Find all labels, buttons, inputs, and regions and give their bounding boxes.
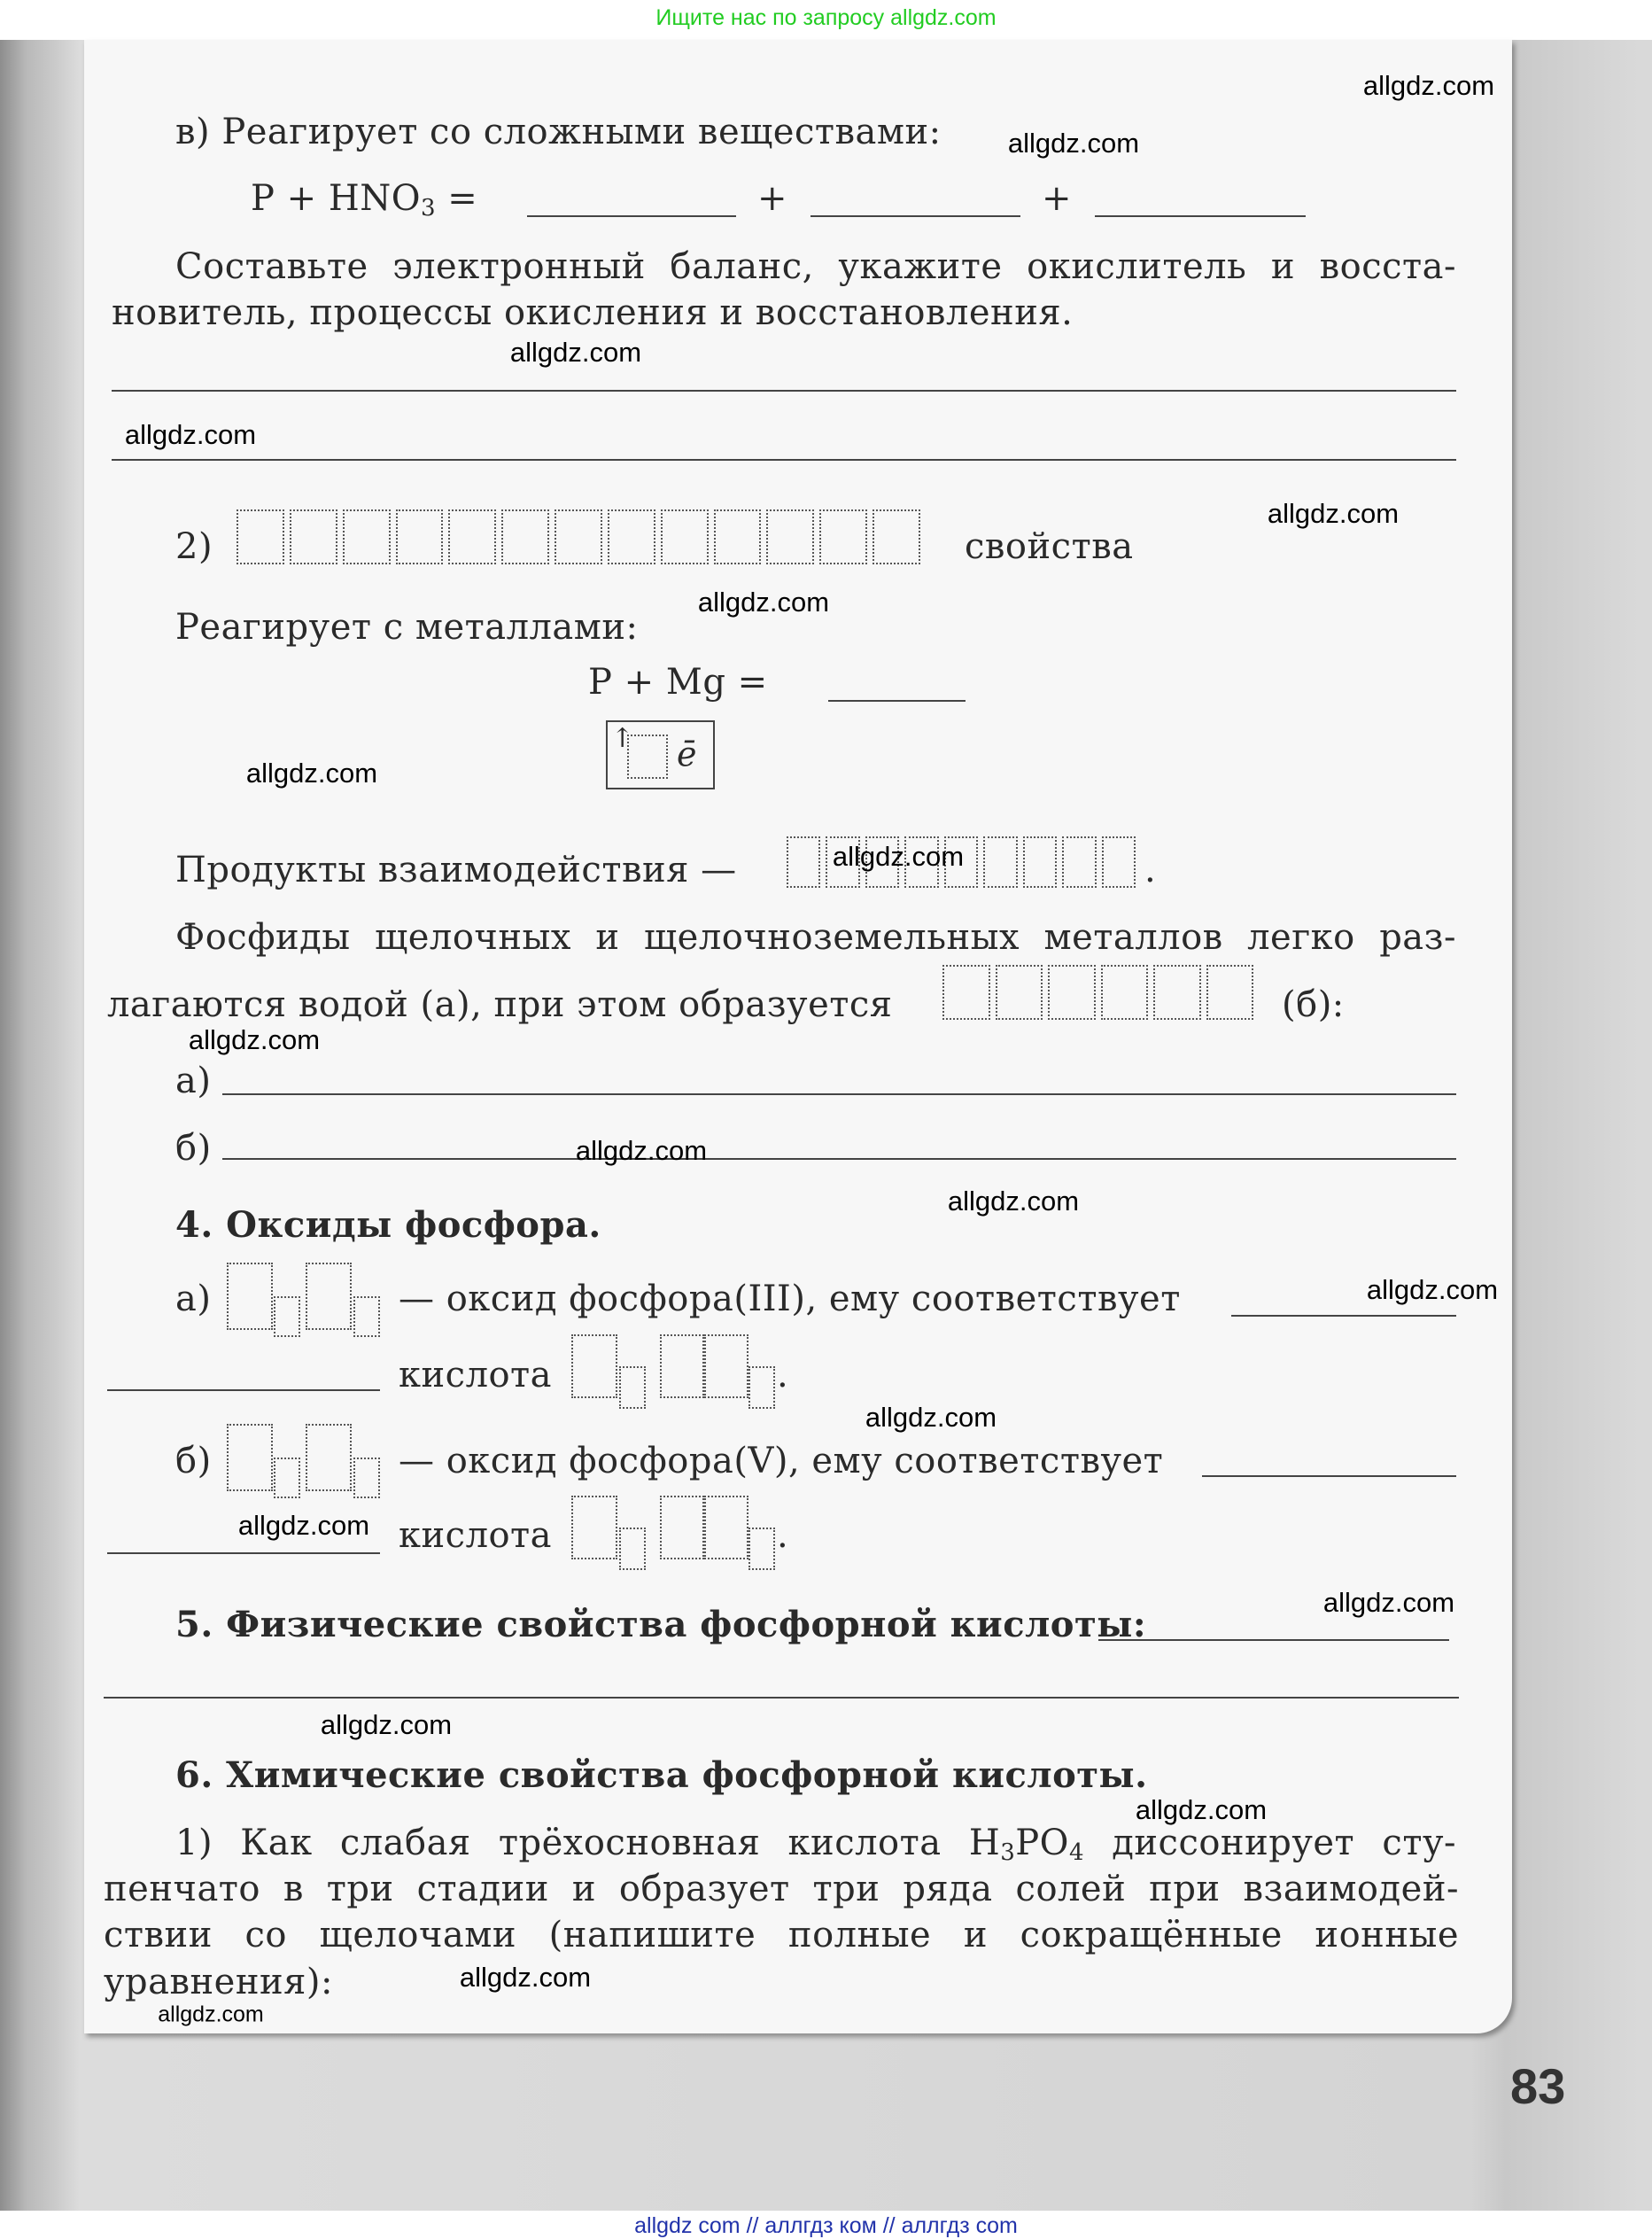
oxide-b-label: б) xyxy=(175,1441,212,1481)
answer-blank[interactable] xyxy=(810,215,1020,217)
subscript: 4 xyxy=(1068,1839,1085,1866)
letter-box[interactable] xyxy=(608,509,655,564)
period: . xyxy=(777,1355,789,1395)
letter-box[interactable] xyxy=(274,1296,300,1337)
letter-box[interactable] xyxy=(942,965,990,1020)
answer-line[interactable] xyxy=(222,1158,1456,1160)
letter-box[interactable] xyxy=(766,509,814,564)
letter-box[interactable] xyxy=(306,1424,352,1491)
page-number: 83 xyxy=(1510,2058,1566,2114)
letter-box[interactable] xyxy=(748,1366,775,1409)
bottom-banner: allgdz com // аллгдз ком // аллгдз com xyxy=(634,2213,1018,2238)
text-part: диссонирует сту- xyxy=(1084,1823,1456,1863)
answer-blank[interactable] xyxy=(107,1552,380,1554)
letter-box[interactable] xyxy=(819,509,867,564)
phosphides-text-line: Фосфиды щелочных и щелочноземельных металлов легко раз- xyxy=(175,917,1456,958)
answer-b-label: б) xyxy=(175,1128,212,1169)
letter-box[interactable] xyxy=(748,1528,775,1570)
letter-box[interactable] xyxy=(1062,836,1096,888)
letter-box[interactable] xyxy=(873,509,920,564)
watermark: allgdz.com xyxy=(865,1402,997,1433)
letter-box[interactable] xyxy=(237,509,284,564)
oxide-a-text: — оксид фосфора(III), ему соответствует xyxy=(399,1279,1181,1319)
watermark: allgdz.com xyxy=(1007,128,1140,159)
letter-box[interactable] xyxy=(227,1263,273,1330)
letter-box[interactable] xyxy=(396,509,444,564)
products-text: Продукты взаимодействия — xyxy=(175,850,737,890)
oxide-a-label: а) xyxy=(175,1279,212,1319)
letter-box[interactable] xyxy=(714,509,762,564)
answer-blank[interactable] xyxy=(1098,1639,1449,1641)
section-6-text-line: пенчато в три стадии и образует три ряда солей при взаимодей- xyxy=(104,1869,1459,1909)
letter-box[interactable] xyxy=(787,836,820,888)
letter-box[interactable] xyxy=(448,509,496,564)
letter-box[interactable] xyxy=(555,509,602,564)
answer-a-label: а) xyxy=(175,1061,212,1101)
section-6-text-line xyxy=(175,1822,1456,1874)
section-4-title: 4. Оксиды фосфора. xyxy=(175,1204,601,1246)
period: . xyxy=(1144,850,1157,890)
answer-line[interactable] xyxy=(222,1093,1456,1095)
letter-box[interactable] xyxy=(1153,965,1201,1020)
answer-blank[interactable] xyxy=(107,1389,380,1391)
letter-box[interactable] xyxy=(1101,965,1149,1020)
period: . xyxy=(777,1515,789,1556)
letter-box[interactable] xyxy=(306,1263,352,1330)
section-6-text-line: ствии со щелочами (напишите полные и сокращённые ионные xyxy=(104,1915,1459,1955)
text-part: 1) Как слабая трёхосновная кислота H xyxy=(175,1823,1001,1863)
equation-p-mg: P + Mg = xyxy=(588,662,768,703)
watermark: allgdz.com xyxy=(320,1709,453,1740)
letter-box[interactable] xyxy=(571,1334,617,1398)
letter-box[interactable] xyxy=(1048,965,1096,1020)
letter-box[interactable] xyxy=(353,1458,380,1498)
letter-box[interactable] xyxy=(227,1424,273,1491)
acid-word: кислота xyxy=(399,1515,553,1556)
letter-box[interactable] xyxy=(571,1496,617,1559)
arrow-up-icon: ↑ xyxy=(611,723,634,754)
watermark: allgdz.com xyxy=(459,1962,592,1993)
answer-blank[interactable] xyxy=(828,700,966,702)
letter-box[interactable] xyxy=(996,965,1043,1020)
watermark: allgdz.com xyxy=(245,758,378,789)
eq-sign: = xyxy=(436,178,478,219)
watermark: allgdz.com xyxy=(1322,1587,1455,1618)
letter-box[interactable] xyxy=(1206,965,1254,1020)
letter-box[interactable] xyxy=(661,509,709,564)
watermark: allgdz.com xyxy=(575,1135,708,1166)
oxide-b-text: — оксид фосфора(V), ему соответствует xyxy=(399,1441,1164,1481)
equation-p-hno3 xyxy=(251,177,477,229)
letter-box[interactable] xyxy=(619,1366,646,1409)
eq-sub: 3 xyxy=(421,195,437,222)
watermark: allgdz.com xyxy=(158,2002,264,2027)
text-part: PO xyxy=(1015,1823,1069,1863)
letter-box[interactable] xyxy=(1102,836,1136,888)
letter-box[interactable] xyxy=(660,1334,704,1398)
phosphides-b-label: (б): xyxy=(1282,984,1345,1025)
section-v-heading: в) Реагирует со сложными веществами: xyxy=(175,112,942,152)
letter-box[interactable] xyxy=(353,1296,380,1337)
electron-symbol: ē xyxy=(677,735,697,774)
letter-box[interactable] xyxy=(983,836,1017,888)
letter-box[interactable] xyxy=(290,509,337,564)
letter-box[interactable] xyxy=(704,1334,748,1398)
watermark: allgdz.com xyxy=(1135,1794,1268,1825)
letter-box[interactable] xyxy=(660,1496,704,1559)
acid-word: кислота xyxy=(399,1355,553,1395)
answer-line[interactable] xyxy=(104,1697,1459,1699)
electron-box xyxy=(606,720,715,789)
task-text-line: Составьте электронный баланс, укажите окислитель и восста- xyxy=(175,246,1456,287)
watermark: allgdz.com xyxy=(697,587,830,618)
answer-blank[interactable] xyxy=(527,215,736,217)
answer-blank[interactable] xyxy=(1202,1475,1456,1477)
plus-sign: + xyxy=(1042,178,1073,219)
answer-line[interactable] xyxy=(112,459,1456,461)
letter-box[interactable] xyxy=(274,1458,300,1498)
watermark: allgdz.com xyxy=(947,1186,1080,1217)
watermark: allgdz.com xyxy=(124,419,257,450)
watermark: allgdz.com xyxy=(188,1024,321,1055)
section-5-title: 5. Физические свойства фосфорной кислоты: xyxy=(175,1604,1147,1645)
letter-box[interactable] xyxy=(619,1528,646,1570)
watermark: allgdz.com xyxy=(1267,498,1400,529)
subscript: 3 xyxy=(1000,1839,1016,1866)
properties-word: свойства xyxy=(965,526,1134,567)
plus-sign: + xyxy=(757,178,788,219)
letter-box[interactable] xyxy=(501,509,549,564)
task-text-line: новитель, процессы окисления и восстановления. xyxy=(112,292,1074,333)
answer-blank[interactable] xyxy=(1231,1315,1456,1317)
watermark: allgdz.com xyxy=(1366,1274,1499,1305)
section-6-text-line: уравнения): xyxy=(104,1962,333,2002)
watermark: allgdz.com xyxy=(237,1510,370,1541)
top-banner: Ищите нас по запросу allgdz.com xyxy=(655,5,997,30)
eq-left: P + HNO xyxy=(251,178,422,219)
watermark: allgdz.com xyxy=(832,841,965,872)
letter-box[interactable] xyxy=(704,1496,748,1559)
letter-box[interactable] xyxy=(343,509,391,564)
item-label: 2) xyxy=(175,526,213,567)
metals-text: Реагирует с металлами: xyxy=(175,607,639,648)
watermark: allgdz.com xyxy=(1362,70,1495,101)
watermark: allgdz.com xyxy=(509,337,642,368)
answer-line[interactable] xyxy=(112,390,1456,392)
electron-count-box[interactable] xyxy=(627,735,668,779)
letter-box[interactable] xyxy=(1023,836,1057,888)
section-6-title: 6. Химические свойства фосфорной кислоты. xyxy=(175,1754,1148,1796)
answer-blank[interactable] xyxy=(1095,215,1306,217)
phosphides-text-line: лагаются водой (а), при этом образуется xyxy=(107,984,893,1025)
